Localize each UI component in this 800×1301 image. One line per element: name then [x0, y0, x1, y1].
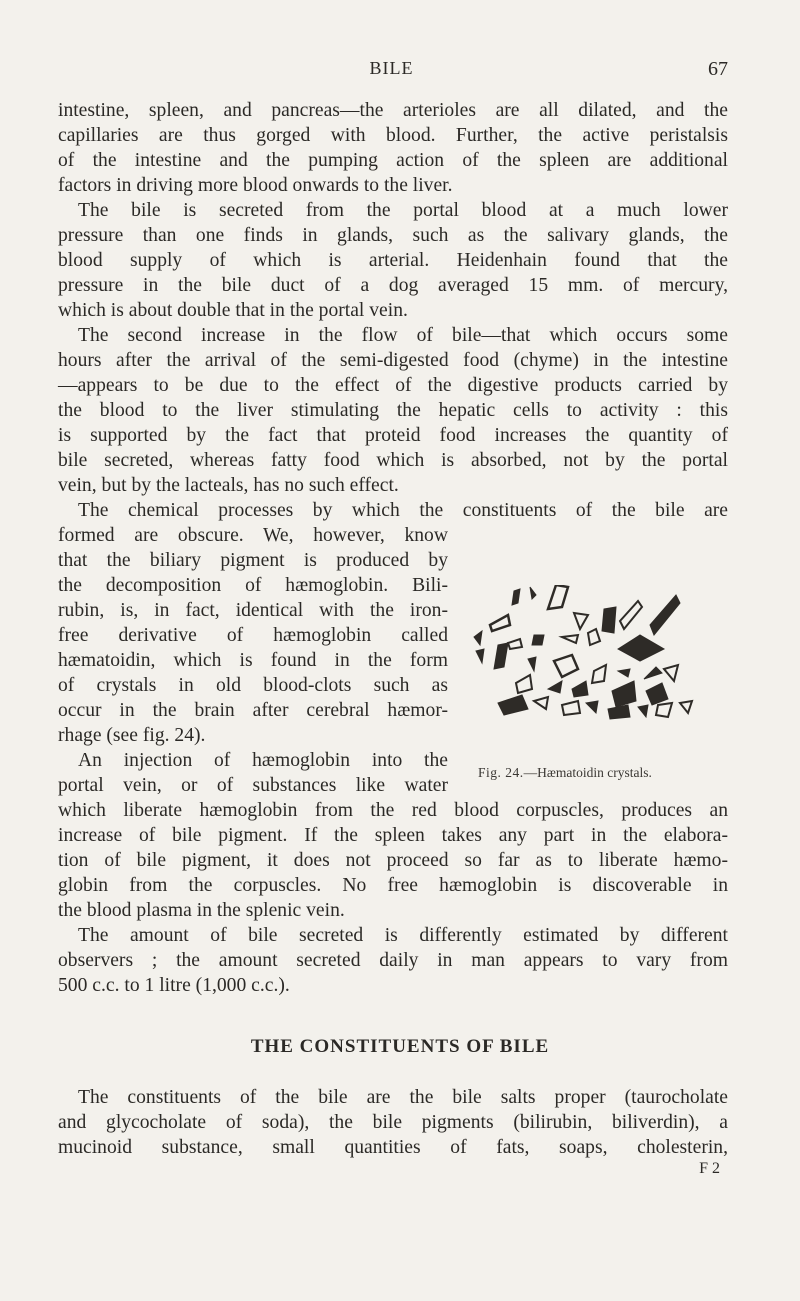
text-line: observers ; the amount secreted daily in man appears to vary from: [58, 950, 728, 971]
figure-caption: [478, 765, 738, 781]
text-line: of crystals in old blood-clots such as: [58, 675, 448, 696]
text-line: —appears to be due to the effect of the digestive products carried by: [58, 375, 728, 396]
text-line: and glycocholate of soda), the bile pigments (bilirubin, biliverdin), a: [58, 1112, 728, 1133]
section-heading: THE CONSTITUENTS OF BILE: [250, 1036, 550, 1057]
running-head: [55, 58, 728, 84]
text-line: the blood plasma in the splenic vein.: [58, 900, 345, 921]
text-line: formed are obscure. We, however, know: [58, 525, 448, 546]
text-line: 500 c.c. to 1 litre (1,000 c.c.).: [58, 975, 290, 996]
text-line: The constituents of the bile are the bile salts proper (taurocholate: [78, 1087, 728, 1108]
text-line: hours after the arrival of the semi-digested food (chyme) in the intestine: [58, 350, 728, 371]
signature-mark: F 2: [699, 1160, 720, 1177]
crystals-illustration: [468, 585, 738, 735]
text-line: capillaries are thus gorged with blood. Further, the active peristalsis: [58, 125, 728, 146]
text-line: mucinoid substance, small quantities of fats, soaps, cholesterin,: [58, 1137, 728, 1158]
text-line: is supported by the fact that proteid food increases the quantity of: [58, 425, 728, 446]
figure-haematoidin-crystals: [468, 585, 738, 785]
text-line: portal vein, or of substances like water: [58, 775, 448, 796]
running-title: BILE: [369, 58, 414, 78]
text-line: blood supply of which is arterial. Heidenhain found that the: [58, 250, 728, 271]
text-line: The second increase in the flow of bile—that which occurs some: [78, 325, 728, 346]
text-line: bile secreted, whereas fatty food which is absorbed, not by the portal: [58, 450, 728, 471]
text-line: The chemical processes by which the constituents of the bile are: [78, 500, 728, 521]
text-line: An injection of hæmoglobin into the: [78, 750, 448, 771]
text-line: which liberate hæmoglobin from the red blood corpuscles, produces an: [58, 800, 728, 821]
figure-label: Fig. 24.: [478, 765, 524, 780]
text-line: globin from the corpuscles. No free hæmoglobin is discoverable in: [58, 875, 728, 896]
text-line: The bile is secreted from the portal blood at a much lower: [78, 200, 728, 221]
text-line: vein, but by the lacteals, has no such effect.: [58, 475, 399, 496]
text-line: of the intestine and the pumping action of the spleen are additional: [58, 150, 728, 171]
text-line: The amount of bile secreted is differently estimated by different: [78, 925, 728, 946]
figure-caption-text: —Hæmatoidin crystals.: [523, 765, 652, 780]
text-line: rhage (see fig. 24).: [58, 725, 206, 746]
text-line: that the biliary pigment is produced by: [58, 550, 448, 571]
text-line: the blood to the liver stimulating the hepatic cells to activity : this: [58, 400, 728, 421]
text-line: hæmatoidin, which is found in the form: [58, 650, 448, 671]
text-line: rubin, is, in fact, identical with the iron-: [58, 600, 448, 621]
text-line: intestine, spleen, and pancreas—the arterioles are all dilated, and the: [58, 100, 728, 121]
text-line: pressure than one finds in glands, such as the salivary glands, the: [58, 225, 728, 246]
page-number: 67: [708, 58, 728, 80]
text-line: occur in the brain after cerebral hæmor-: [58, 700, 448, 721]
text-line: increase of bile pigment. If the spleen takes any part in the elabora-: [58, 825, 728, 846]
text-line: tion of bile pigment, it does not proceed so far as to liberate hæmo-: [58, 850, 728, 871]
text-line: factors in driving more blood onwards to the liver.: [58, 175, 453, 196]
text-line: which is about double that in the portal vein.: [58, 300, 408, 321]
text-line: the decomposition of hæmoglobin. Bili-: [58, 575, 448, 596]
text-line: pressure in the bile duct of a dog averaged 15 mm. of mercury,: [58, 275, 728, 296]
text-line: free derivative of hæmoglobin called: [58, 625, 448, 646]
